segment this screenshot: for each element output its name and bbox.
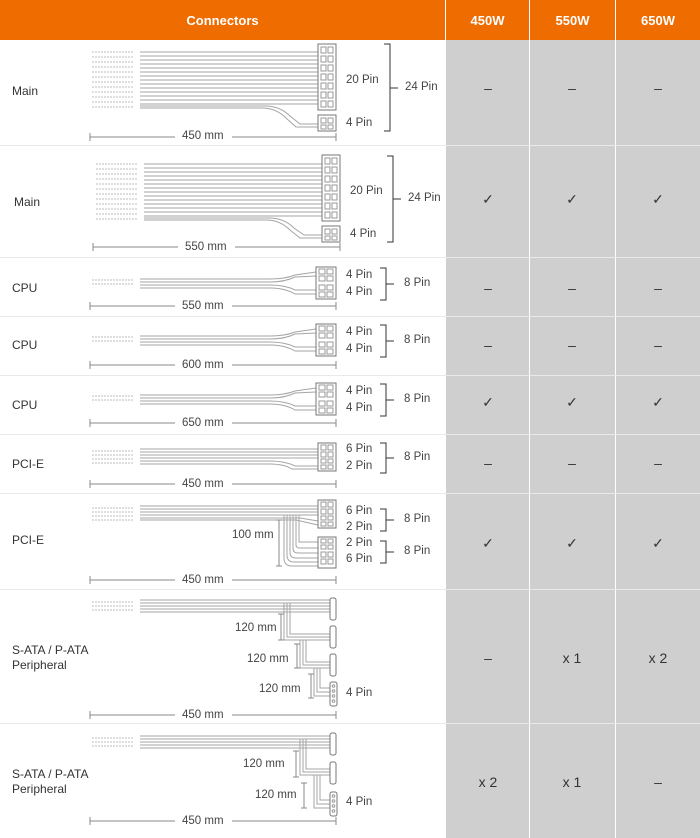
pin-label: 4 Pin (346, 269, 373, 281)
row-label-line2: Peripheral (12, 782, 67, 796)
value-cell: ✓ (652, 535, 664, 551)
cable-length: 450 mm (182, 815, 224, 827)
total-pin-label: 8 Pin (404, 513, 431, 525)
pin-label: 4 Pin (346, 687, 373, 699)
row-label-pcie: PCI-E (12, 533, 45, 547)
cable-length: 550 mm (185, 241, 227, 253)
cable-length: 600 mm (182, 359, 224, 371)
value-cell: – (484, 280, 492, 296)
pin-label: 2 Pin (346, 521, 373, 533)
pin-label: 4 Pin (346, 385, 373, 397)
header-model-label: 550W (555, 12, 590, 28)
header-model-450w (446, 0, 529, 40)
value-cell: – (568, 80, 576, 96)
row-label-line1: S-ATA / P-ATA (12, 643, 89, 657)
spacing-label: 120 mm (243, 758, 285, 770)
row-label-pcie: PCI-E (12, 457, 45, 471)
pin-label: 4 Pin (346, 402, 373, 414)
spacing-label: 120 mm (255, 789, 297, 801)
value-cell: ✓ (652, 191, 664, 207)
pin-label: 2 Pin (346, 460, 373, 472)
value-cell: – (568, 455, 576, 471)
total-pin-label: 8 Pin (404, 393, 431, 405)
pin-label: 6 Pin (346, 443, 373, 455)
value-cell: – (484, 650, 492, 666)
value-cell: ✓ (566, 191, 578, 207)
value-cell: x 2 (648, 650, 668, 666)
pin-label: 4 Pin (350, 228, 377, 240)
value-cell: ✓ (482, 191, 494, 207)
value-cell: – (654, 455, 662, 471)
cable-length: 450 mm (182, 130, 224, 142)
header-model-550w (530, 0, 615, 40)
spacing-label: 100 mm (232, 529, 274, 541)
total-pin-label: 8 Pin (404, 277, 431, 289)
header-model-label: 650W (641, 12, 675, 28)
value-cell: – (654, 80, 662, 96)
row-label-cpu: CPU (12, 338, 38, 352)
value-cell: – (484, 337, 492, 353)
spacing-label: 120 mm (247, 653, 289, 665)
row-label-line2: Peripheral (12, 658, 67, 672)
cable-length: 550 mm (182, 300, 224, 312)
value-cell: – (484, 455, 492, 471)
cable-length: 450 mm (182, 574, 224, 586)
value-cell: – (568, 280, 576, 296)
spacing-label: 120 mm (235, 622, 277, 634)
row-label-cpu: CPU (12, 398, 38, 412)
pin-label: 6 Pin (346, 553, 373, 565)
value-cell: ✓ (482, 394, 494, 410)
value-cell: – (654, 337, 662, 353)
value-cell: – (654, 280, 662, 296)
pin-label: 4 Pin (346, 326, 373, 338)
total-pin-label: 8 Pin (404, 451, 431, 463)
header-model-650w (616, 0, 700, 40)
value-cell: ✓ (566, 535, 578, 551)
row-label-cpu: CPU (12, 281, 38, 295)
value-cell: – (568, 337, 576, 353)
cable-length: 650 mm (182, 417, 224, 429)
total-pin-label: 24 Pin (405, 81, 438, 93)
value-cell: – (654, 774, 662, 790)
pin-label: 4 Pin (346, 796, 373, 808)
pin-label: 6 Pin (346, 505, 373, 517)
cable-length: 450 mm (182, 709, 224, 721)
pin-label: 20 Pin (350, 185, 383, 197)
pin-label: 2 Pin (346, 537, 373, 549)
total-pin-label: 24 Pin (408, 192, 441, 204)
value-cell: ✓ (566, 394, 578, 410)
spacing-label: 120 mm (259, 683, 301, 695)
column-450w (446, 40, 529, 838)
row-label-main: Main (14, 195, 41, 209)
row-label-line1: S-ATA / P-ATA (12, 767, 89, 781)
column-550w (530, 40, 615, 838)
total-pin-label: 8 Pin (404, 334, 431, 346)
column-650w (616, 40, 700, 838)
value-cell: x 2 (478, 774, 498, 790)
row-label-main: Main (12, 84, 39, 98)
pin-label: 4 Pin (346, 286, 373, 298)
pin-label: 4 Pin (346, 343, 373, 355)
value-cell: ✓ (652, 394, 664, 410)
value-cell: x 1 (562, 774, 582, 790)
value-cell: x 1 (562, 650, 582, 666)
value-cell: – (484, 80, 492, 96)
total-pin-label: 8 Pin (404, 545, 431, 557)
header-connectors-label: Connectors (186, 12, 259, 28)
cable-length: 450 mm (182, 478, 224, 490)
header-model-label: 450W (470, 12, 505, 28)
value-cell: ✓ (482, 535, 494, 551)
pin-label: 20 Pin (346, 74, 379, 86)
pin-label: 4 Pin (346, 117, 373, 129)
